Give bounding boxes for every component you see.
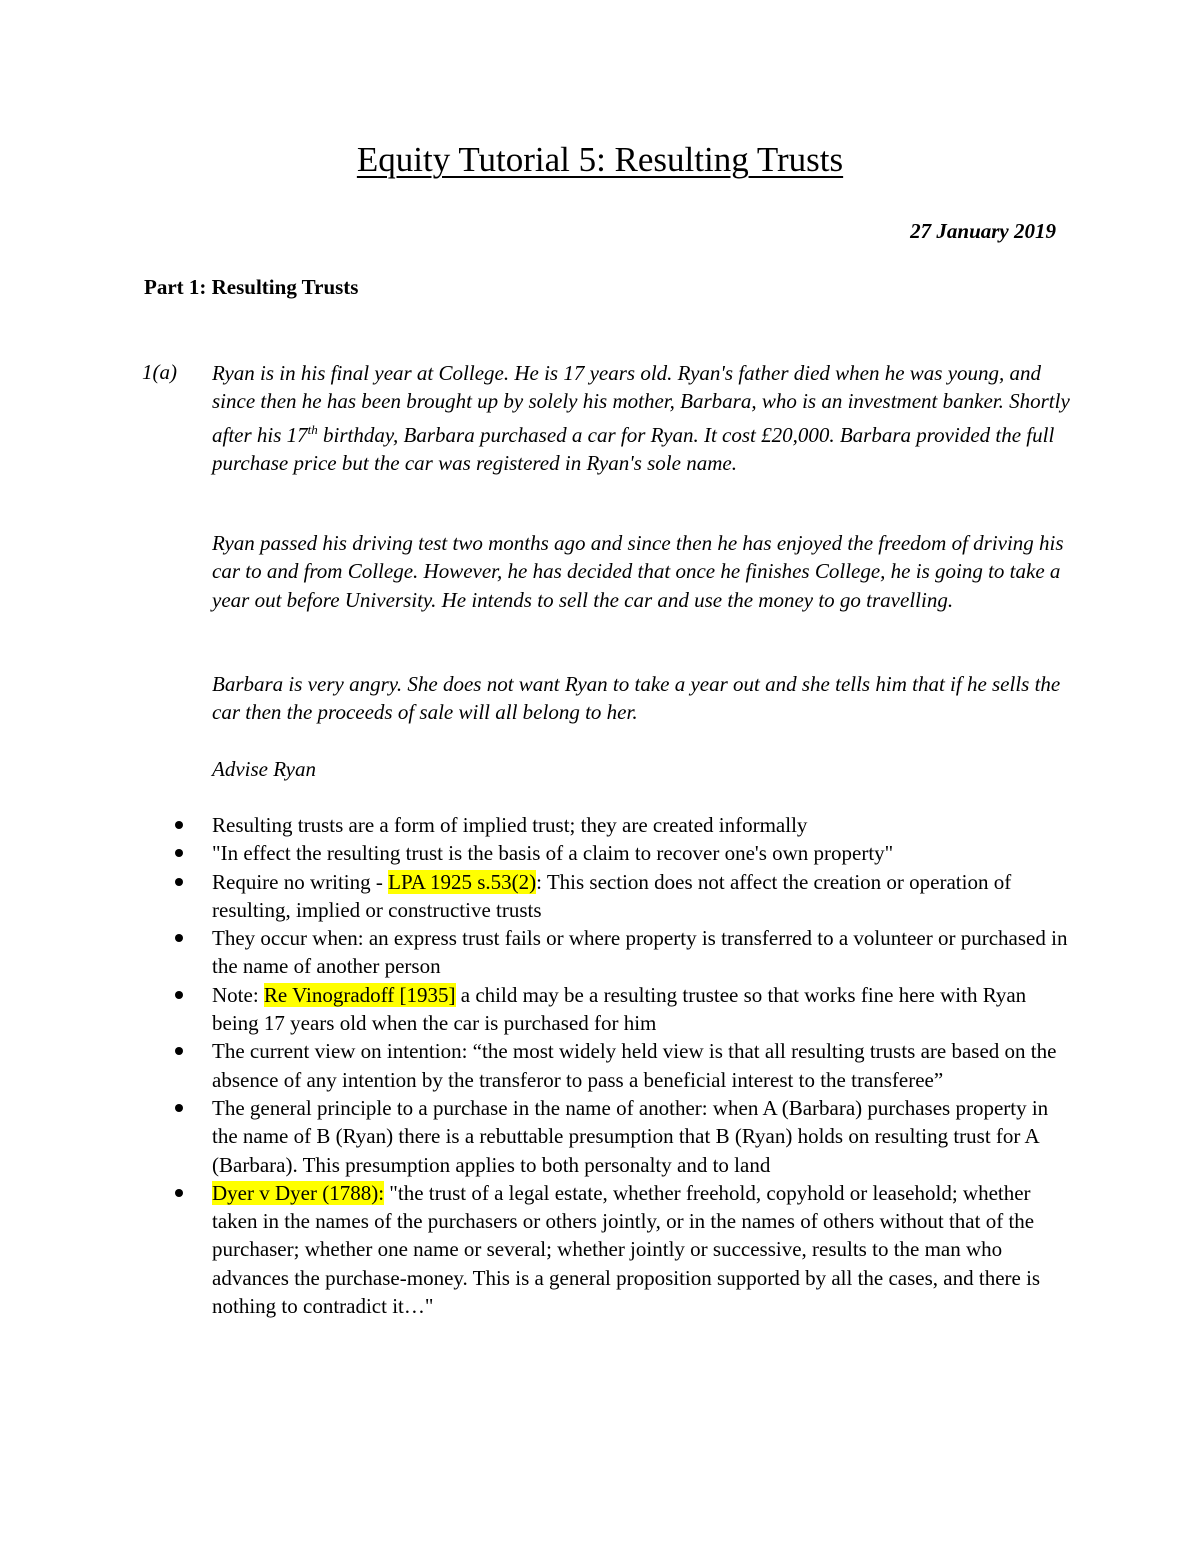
- bullet-text: a child may be a resulting trustee so that works fine here with Ryan being 17 years old when the car is purchased for him: [212, 982, 1027, 1036]
- question-number: 1(a): [142, 360, 177, 384]
- question-instruction: Advise Ryan: [212, 757, 316, 781]
- bullet-icon: [175, 821, 183, 829]
- bullet-text: The current view on intention: “the most widely held view is that all resulting trusts are based on the absence of any intention by the transferor to pass a beneficial interest to the transferee”: [212, 1039, 1057, 1092]
- bullet-text: "the trust of a legal estate, whether freehold, copyhold or leasehold; whether taken in the names of the purchasers or others jointly, or in the names of others without that of the purchaser; whether one name or several; whether jointly or successive, results to the man who advances the purchase-money. This is a general proposition supported by all the cases, and there is nothing to contradict it…": [212, 1180, 1041, 1319]
- list-item: [212, 981, 1072, 1038]
- bullet-icon: [175, 1189, 183, 1197]
- highlighted-citation: Dyer v Dyer (1788):: [212, 1180, 385, 1205]
- part-heading: Part 1: Resulting Trusts: [144, 275, 359, 299]
- bullet-icon: [175, 934, 183, 942]
- bullet-text: : This section does not affect the creation or operation of resulting, implied or constructive trusts: [212, 869, 1012, 922]
- list-item: [212, 839, 1072, 867]
- question-paragraph-2: Ryan passed his driving test two months ago and since then he has enjoyed the freedom of driving his car to and from College. However, he has decided that once he finishes College, he is going to take a year out before University. He intends to sell the car and use the money to go travelling.: [212, 531, 1064, 612]
- bullet-icon: [175, 849, 183, 857]
- list-item: [212, 1037, 1072, 1094]
- bullet-icon: [175, 878, 183, 886]
- bullet-text: Require no writing -: [212, 869, 389, 894]
- bullet-text: They occur when: an express trust fails or where property is transferred to a volunteer or purchased in the name of another person: [212, 926, 1068, 979]
- list-item: [212, 1094, 1072, 1179]
- list-item: [212, 1179, 1072, 1320]
- list-item: [212, 811, 1072, 839]
- question-paragraph-3: Barbara is very angry. She does not want Ryan to take a year out and she tells him that if he sells the car then the proceeds of sale will all belong to her.: [212, 672, 1061, 725]
- bullet-icon: [175, 991, 183, 999]
- page-title: Equity Tutorial 5: Resulting Trusts: [356, 140, 844, 179]
- p1-superscript: th: [307, 421, 318, 437]
- highlighted-citation: Re Vinogradoff [1935]: [263, 982, 456, 1007]
- p1-text-continued: birthday, Barbara purchased a car for Ryan. It cost £20,000. Barbara provided the full purchase price but the car was registered in Ryan's sole name.: [212, 422, 1055, 475]
- bullet-text: Resulting trusts are a form of implied trust; they are created informally: [212, 813, 808, 837]
- bullet-icon: [175, 1104, 183, 1112]
- p1-text: Ryan is in his final year at College. He is 17 years old. Ryan's father died when he was young, and since then he has been brought up by solely his mother, Barbara, who is an investment banker. Shortly after his 17: [212, 361, 1070, 447]
- bullet-text: Note:: [212, 982, 264, 1007]
- question-paragraph-1: [212, 359, 1072, 477]
- answer-bullet-list: [212, 811, 1072, 1320]
- bullet-text: "In effect the resulting trust is the basis of a claim to recover one's own property": [212, 841, 894, 866]
- highlighted-citation: LPA 1925 s.53(2): [388, 869, 537, 894]
- list-item: [212, 868, 1072, 925]
- bullet-icon: [175, 1047, 183, 1055]
- date: 27 January 2019: [910, 219, 1056, 243]
- list-item: [212, 924, 1072, 981]
- bullet-text: The general principle to a purchase in the name of another: when A (Barbara) purchases property in the name of B (Ryan) there is a rebuttable presumption that B (Ryan) holds on resulting trust for A (Barbara). This presumption applies to both personalty and to land: [212, 1095, 1049, 1177]
